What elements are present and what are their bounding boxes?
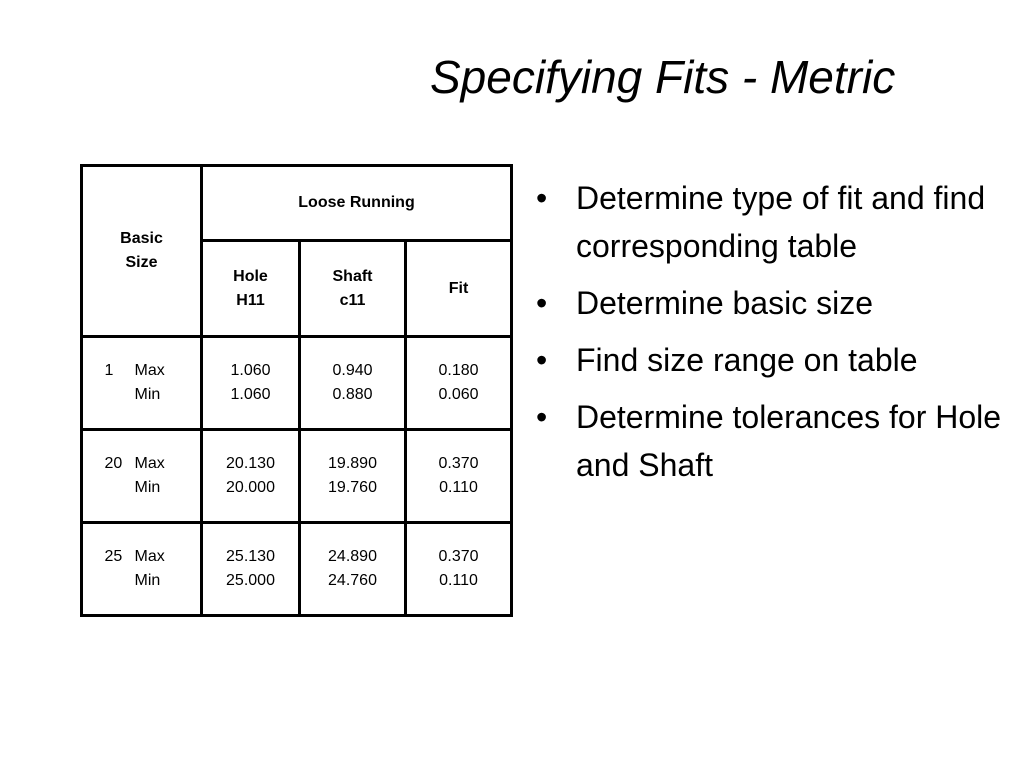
shaft-header-line2: c11	[339, 291, 366, 309]
table-row	[82, 523, 512, 616]
fit-cell	[406, 337, 512, 430]
max-label: Max	[134, 455, 165, 472]
hole-max: 20.130	[226, 455, 275, 472]
shaft-max: 0.940	[332, 362, 373, 379]
max-label: Max	[134, 362, 165, 379]
bullet-text: Find size range on table	[576, 342, 918, 378]
shaft-min: 24.760	[328, 572, 377, 589]
table-header-row	[82, 166, 512, 241]
list-item	[532, 336, 1002, 384]
fit-min: 0.060	[438, 386, 479, 403]
fit-min: 0.110	[439, 479, 478, 496]
basic-size-cell	[82, 430, 202, 523]
min-label: Min	[134, 572, 161, 589]
basic-size-header-line2: Size	[125, 254, 158, 271]
bullet-text: Determine type of fit and find corresponding table	[576, 180, 986, 264]
slide-title: Specifying Fits - Metric	[430, 51, 896, 103]
basic-size-value: 1	[104, 362, 114, 379]
fit-max: 0.180	[438, 362, 479, 379]
basic-size-header-line1: Basic	[120, 230, 163, 247]
hole-column-header	[202, 241, 300, 337]
hole-cell	[202, 430, 300, 523]
list-item	[532, 393, 1002, 489]
hole-min: 1.060	[230, 386, 271, 403]
fit-cell	[406, 430, 512, 523]
bullet-text: Determine tolerances for Hole and Shaft	[576, 399, 1002, 483]
shaft-min: 19.760	[328, 479, 377, 496]
hole-header-line1: Hole	[233, 267, 268, 285]
bullet-icon: •	[536, 342, 548, 378]
hole-max: 1.060	[230, 362, 271, 379]
shaft-cell	[300, 523, 406, 616]
basic-size-cell	[82, 523, 202, 616]
fit-column-header: Fit	[406, 241, 512, 337]
bullet-list	[532, 174, 1002, 498]
table-row	[82, 430, 512, 523]
bullet-icon: •	[536, 285, 548, 321]
bullet-text: Determine basic size	[576, 285, 873, 321]
min-label: Min	[134, 479, 161, 496]
hole-header-line2: H11	[236, 291, 265, 309]
table-row	[82, 337, 512, 430]
fit-cell	[406, 523, 512, 616]
hole-cell	[202, 337, 300, 430]
bullet-icon: •	[536, 399, 548, 435]
loose-running-header: Loose Running	[202, 166, 512, 241]
fits-table	[80, 164, 513, 617]
hole-min: 20.000	[226, 479, 275, 496]
fit-max: 0.370	[438, 548, 479, 565]
shaft-column-header	[300, 241, 406, 337]
fit-max: 0.370	[438, 455, 479, 472]
bullet-icon: •	[536, 180, 548, 216]
basic-size-value: 20	[104, 455, 123, 472]
basic-size-value: 25	[104, 548, 123, 565]
basic-size-header	[82, 166, 202, 337]
basic-size-cell	[82, 337, 202, 430]
fit-min: 0.110	[439, 572, 478, 589]
shaft-cell	[300, 430, 406, 523]
list-item	[532, 279, 1002, 327]
shaft-max: 24.890	[328, 548, 377, 565]
shaft-header-line1: Shaft	[332, 267, 373, 285]
hole-cell	[202, 523, 300, 616]
hole-max: 25.130	[226, 548, 275, 565]
min-label: Min	[134, 386, 161, 403]
hole-min: 25.000	[226, 572, 275, 589]
shaft-cell	[300, 337, 406, 430]
list-item	[532, 174, 1002, 270]
shaft-min: 0.880	[332, 386, 373, 403]
shaft-max: 19.890	[328, 455, 377, 472]
max-label: Max	[134, 548, 165, 565]
